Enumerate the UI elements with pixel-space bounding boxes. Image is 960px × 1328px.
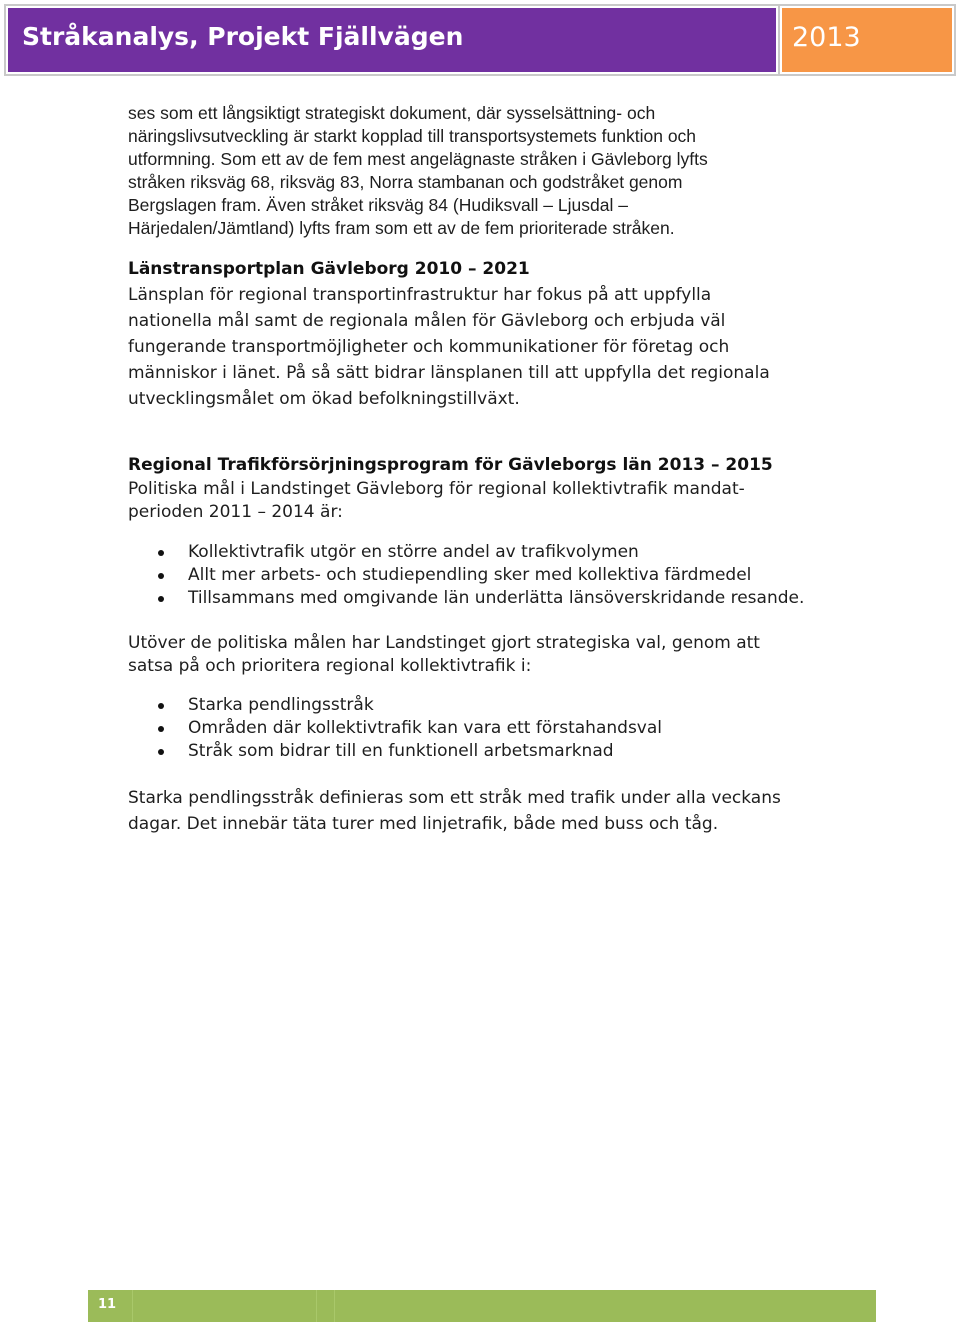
footer-divider	[334, 1290, 335, 1322]
intro-line: Bergslagen fram. Även stråket riksväg 84 (Hudiksvall – Ljusdal –	[128, 195, 628, 215]
intro-line: ses som ett långsiktigt strategiskt dokument, där sysselsättning- och	[128, 103, 656, 123]
document-year: 2013	[792, 22, 861, 53]
section-line: utvecklingsmålet om ökad befolkningstillväxt.	[128, 389, 520, 409]
page-number: 11	[98, 1297, 117, 1312]
footer-divider	[132, 1290, 133, 1322]
list-item: Starka pendlingsstråk	[128, 694, 888, 717]
section-line: fungerande transportmöjligheter och kommunikationer för företag och	[128, 337, 730, 357]
page-body	[128, 98, 888, 837]
header-title-bar	[6, 6, 778, 74]
header-year-box	[780, 6, 954, 74]
section-trafikforsorjningsprogram	[128, 452, 888, 837]
page-footer	[88, 1290, 876, 1322]
intro-line: näringslivsutveckling är starkt kopplad till transportsystemets funktion och	[128, 126, 697, 146]
bullet-icon	[158, 596, 164, 602]
page-header	[4, 4, 956, 76]
bullet-icon	[158, 703, 164, 709]
footer-divider	[316, 1290, 317, 1322]
paragraph-line: dagar. Det innebär täta turer med linjetrafik, både med buss och tåg.	[128, 814, 719, 834]
intro-line: Härjedalen/Jämtland) lyfts fram som ett av de fem prioriterade stråken.	[128, 218, 675, 238]
list-item: Områden där kollektivtrafik kan vara ett förstahandsval	[128, 717, 888, 740]
section-line: människor i länet. På så sätt bidrar länsplanen till att uppfylla det regionala	[128, 363, 770, 383]
paragraph-line: satsa på och prioritera regional kollektivtrafik i:	[128, 656, 532, 676]
bullet-icon	[158, 550, 164, 556]
paragraph-strategiska-val	[128, 632, 888, 678]
bullet-icon	[158, 726, 164, 732]
document-title: Stråkanalys, Projekt Fjällvägen	[22, 22, 464, 51]
bullet-list-priorities	[128, 694, 888, 763]
section-line: nationella mål samt de regionala målen för Gävleborg och erbjuda väl	[128, 311, 726, 331]
paragraph-line: Utöver de politiska målen har Landstinget gjort strategiska val, genom att	[128, 633, 760, 653]
bullet-icon	[158, 749, 164, 755]
list-item: Kollektivtrafik utgör en större andel av trafikvolymen	[128, 541, 888, 564]
bullet-list-goals	[128, 541, 888, 610]
list-item: Tillsammans med omgivande län underlätta länsöverskridande resande.	[128, 587, 888, 610]
paragraph-line: Starka pendlingsstråk definieras som ett stråk med trafik under alla veckans	[128, 788, 781, 808]
intro-line: utformning. Som ett av de fem mest angelägnaste stråken i Gävleborg lyfts	[128, 149, 708, 169]
section-heading: Länstransportplan Gävleborg 2010 – 2021	[128, 259, 530, 279]
section-lanstransportplan	[128, 256, 888, 412]
section-line: Länsplan för regional transportinfrastruktur har fokus på att uppfylla	[128, 285, 712, 305]
intro-paragraph	[128, 102, 888, 240]
paragraph-pendlingsstrak	[128, 785, 888, 837]
section-line: Politiska mål i Landstinget Gävleborg för regional kollektivtrafik mandat-	[128, 479, 745, 499]
bullet-icon	[158, 573, 164, 579]
intro-line: stråken riksväg 68, riksväg 83, Norra stambanan och godstråket genom	[128, 172, 683, 192]
list-item: Allt mer arbets- och studiependling sker med kollektiva färdmedel	[128, 564, 888, 587]
list-item: Stråk som bidrar till en funktionell arbetsmarknad	[128, 740, 888, 763]
section-heading: Regional Trafikförsörjningsprogram för Gävleborgs län 2013 – 2015	[128, 455, 773, 475]
section-line: perioden 2011 – 2014 är:	[128, 502, 343, 522]
